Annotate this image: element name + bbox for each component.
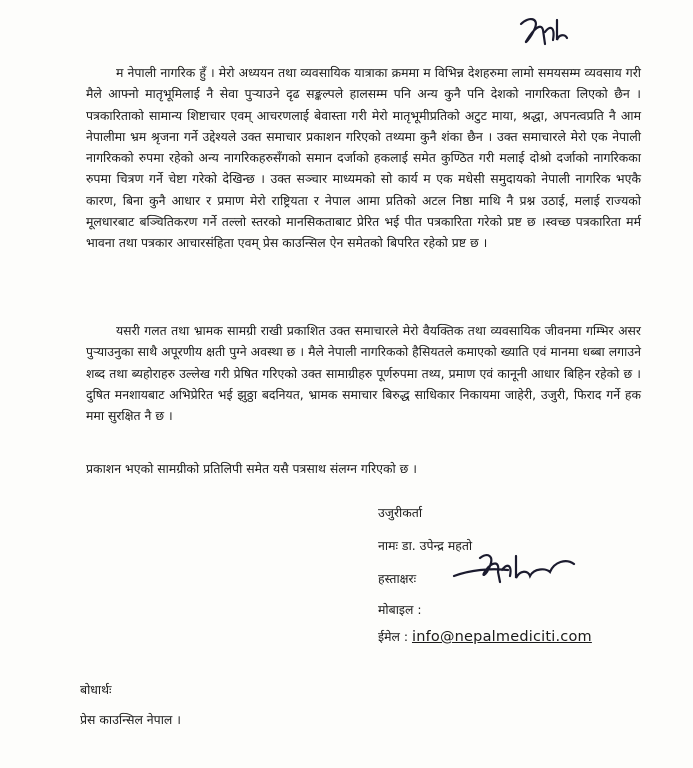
body-paragraph-1: म नेपाली नागरिक हुँ । मेरो अध्ययन तथा व्यवसायिक यात्राका क्रममा म विभिन्न देशहरुमा लामो समयसम्म व्यवसाय गरी मैले आफ्नो मातृभूमिलाई नै सेवा पुऱ्याउने दृढ सङ्कल्पले हालसम्म पनि अन्य कुनै पनि देशको नागरिकता लिएको छैन । पत्रकारिताको सामान्य शिष्टाचार एवम् आचरणलाई बेवास्ता गरी मेरो मातृभूमीप्रतिको अटुट माया, श्रद्धा, अपनत्वप्रति नै आम नेपालीमा भ्रम श्रृजना गर्ने उद्देश्यले उक्त समाचार प्रकाशन गरिएको तथ्यमा कुनै शंका छैन । उक्त समाचारले मेरो एक नेपाली नागरिकको रुपमा रहेको अन्य नागरिकहरुसँगको समान दर्जाको हकलाई समेत कुण्ठित गरी मलाई दोश्रो दर्जाको नागरिकका रुपमा चित्रण गर्ने चेष्टा गरेको देखिन्छ । उक्त सञ्चार माध्यमको सो कार्य म एक मधेसी समुदायको नेपाली नागरिक भएकै कारण, बिना कुनै आधार र प्रमाण मेरो राष्ट्रियता र नेपाल आमा प्रतिको अटल निष्ठा माथि नै प्रश्न उठाई, मलाई राज्यको मूलधारबाट बञ्चितिकरण गर्ने तल्लो स्तरको मानसिकताबाट प्रेरित भई पीत पत्रकारिता गरेको प्रष्ट छ ।स्वच्छ पत्रकारिता मर्म भावना तथा पत्रकार आचारसंहिता एवम् प्रेस काउन्सिल ऐन समेतको बिपरित रहेको प्रष्ट छ ।	[86, 65, 641, 251]
initial-signature	[515, 10, 585, 50]
cc-label: बोधार्थः	[80, 682, 112, 697]
complainant-name: नामः डा. उपेन्द्र महतो	[378, 538, 473, 553]
signature-label: हस्ताक्षरः	[378, 571, 417, 586]
body-paragraph-2: यसरी गलत तथा भ्रामक सामग्री राखी प्रकाशित उक्त समाचारले मेरो वैयक्तिक तथा व्यवसायिक जीवनमा गम्भिर असर पुऱ्याउनुका साथै अपूरणीय क्षती पुग्ने अवस्था छ । मैले नेपाली नागरिकको हैसियतले कमाएको ख्याति एवं मानमा धब्बा लगाउने शब्द तथा ब्यहोराहरु उल्लेख गरी प्रेषित गरिएको उक्त सामाग्रीहरु पूर्णरुपमा तथ्य, प्रमाण एवं कानूनी आधार बिहिन रहेको छ । दुषित मनशायबाट अभिप्रेरित भई झुठ्ठा बदनियत, भ्रामक समाचार बिरुद्ध साधिकार निकायमा जाहेरी, उजुरी, फिराद गर्ने हक ममा सुरक्षित नै छ ।	[86, 323, 641, 424]
cc-recipient: प्रेस काउन्सिल नेपाल ।	[80, 712, 181, 727]
email-label: ईमेल :	[378, 629, 409, 644]
email-line	[378, 628, 592, 645]
email-link[interactable]: info@nepalmediciti.com	[411, 629, 592, 645]
handwritten-signature	[450, 548, 580, 588]
complainant-label: उजुरीकर्ता	[378, 505, 423, 520]
mobile-label: मोबाइल :	[378, 602, 422, 617]
body-paragraph-3: प्रकाशन भएको सामग्रीको प्रतिलिपी समेत यसै पत्रसाथ संलग्न गरिएको छ ।	[86, 461, 417, 476]
